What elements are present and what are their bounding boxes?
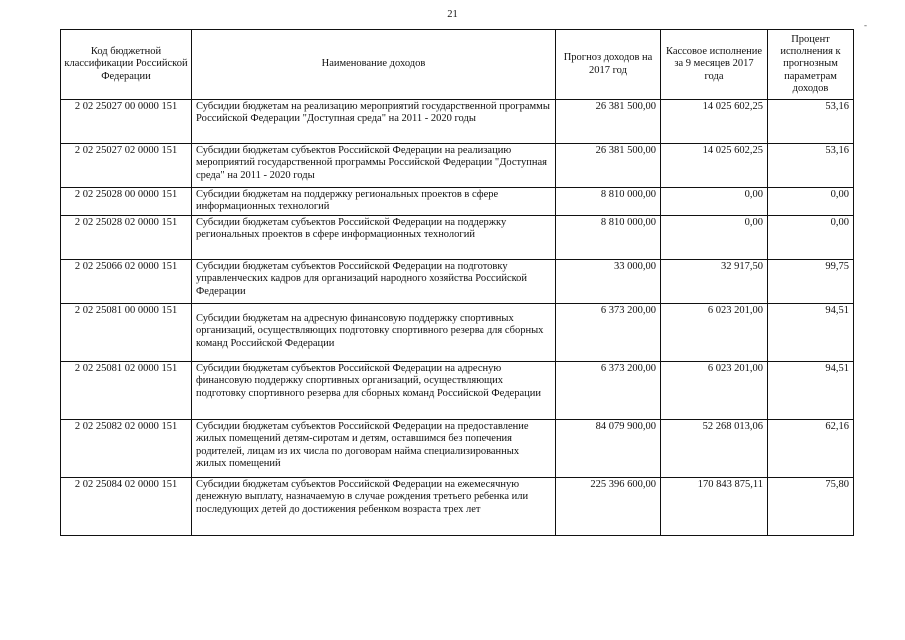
row-percent: 99,75 xyxy=(768,260,854,304)
row-actual: 52 268 013,06 xyxy=(661,420,768,478)
row-plan: 225 396 600,00 xyxy=(556,478,661,536)
row-name: Субсидии бюджетам субъектов Российской Федерации на подготовку управленческих кадров для организаций народного хозяйства Российской Федерации xyxy=(192,260,556,304)
row-name: Субсидии бюджетам субъектов Российской Федерации на реализацию мероприятий государственной программы Российской Федерации "Доступная среда" на 2011 - 2020 годы xyxy=(192,144,556,188)
header-plan: Прогноз доходов на 2017 год xyxy=(556,30,661,100)
row-plan: 26 381 500,00 xyxy=(556,144,661,188)
row-percent: 75,80 xyxy=(768,478,854,536)
row-percent: 53,16 xyxy=(768,144,854,188)
row-plan: 26 381 500,00 xyxy=(556,100,661,144)
revenue-table xyxy=(60,29,854,536)
row-plan: 8 810 000,00 xyxy=(556,216,661,260)
row-name: Субсидии бюджетам субъектов Российской Федерации на ежемесячную денежную выплату, назначаемую в случае рождения третьего ребенка или последующих детей до достижения ребенком возраста трех лет xyxy=(192,478,556,536)
row-code: 2 02 25027 02 0000 151 xyxy=(61,144,192,188)
row-actual: 170 843 875,11 xyxy=(661,478,768,536)
row-actual: 0,00 xyxy=(661,216,768,260)
row-code: 2 02 25028 02 0000 151 xyxy=(61,216,192,260)
row-code: 2 02 25081 00 0000 151 xyxy=(61,304,192,362)
row-plan: 8 810 000,00 xyxy=(556,188,661,216)
table-row xyxy=(61,216,854,260)
row-actual: 32 917,50 xyxy=(661,260,768,304)
row-percent: 0,00 xyxy=(768,188,854,216)
row-actual: 0,00 xyxy=(661,188,768,216)
table-row xyxy=(61,188,854,216)
row-plan: 6 373 200,00 xyxy=(556,304,661,362)
table-row xyxy=(61,304,854,362)
row-plan: 6 373 200,00 xyxy=(556,362,661,420)
table-header-row xyxy=(61,30,854,100)
row-actual: 14 025 602,25 xyxy=(661,144,768,188)
row-name: Субсидии бюджетам на адресную финансовую поддержку спортивных организаций, осуществляющих подготовку спортивного резерва для сборных команд Российской Федерации xyxy=(192,304,556,362)
corner-mark: - xyxy=(864,20,867,30)
row-code: 2 02 25081 02 0000 151 xyxy=(61,362,192,420)
row-actual: 14 025 602,25 xyxy=(661,100,768,144)
row-actual: 6 023 201,00 xyxy=(661,362,768,420)
table-row xyxy=(61,260,854,304)
header-percent: Процент исполнения к прогнозным параметрам доходов xyxy=(768,30,854,100)
row-name: Субсидии бюджетам субъектов Российской Федерации на предоставление жилых помещений детям-сиротам и детям, оставшимся без попечения родителей, лицам из их числа по договорам найма специализированных жилых помещений xyxy=(192,420,556,478)
row-name: Субсидии бюджетам на реализацию мероприятий государственной программы Российской Федерации "Доступная среда" на 2011 - 2020 годы xyxy=(192,100,556,144)
row-percent: 0,00 xyxy=(768,216,854,260)
row-code: 2 02 25066 02 0000 151 xyxy=(61,260,192,304)
row-code: 2 02 25028 00 0000 151 xyxy=(61,188,192,216)
row-plan: 84 079 900,00 xyxy=(556,420,661,478)
row-name: Субсидии бюджетам субъектов Российской Федерации на поддержку региональных проектов в сфере информационных технологий xyxy=(192,216,556,260)
row-code: 2 02 25082 02 0000 151 xyxy=(61,420,192,478)
table-row xyxy=(61,420,854,478)
row-percent: 94,51 xyxy=(768,362,854,420)
row-percent: 94,51 xyxy=(768,304,854,362)
row-name: Субсидии бюджетам субъектов Российской Федерации на адресную финансовую поддержку спортивных организаций, осуществляющих подготовку спортивного резерва для сборных команд Российской Федерации xyxy=(192,362,556,420)
table-row xyxy=(61,362,854,420)
table-row xyxy=(61,478,854,536)
table-row xyxy=(61,144,854,188)
row-code: 2 02 25027 00 0000 151 xyxy=(61,100,192,144)
row-code: 2 02 25084 02 0000 151 xyxy=(61,478,192,536)
table-row xyxy=(61,100,854,144)
header-name: Наименование доходов xyxy=(192,30,556,100)
row-percent: 53,16 xyxy=(768,100,854,144)
row-percent: 62,16 xyxy=(768,420,854,478)
row-actual: 6 023 201,00 xyxy=(661,304,768,362)
row-plan: 33 000,00 xyxy=(556,260,661,304)
page-number: 21 xyxy=(447,9,458,20)
row-name: Субсидии бюджетам на поддержку региональных проектов в сфере информационных технологий xyxy=(192,188,556,216)
header-actual: Кассовое исполнение за 9 месяцев 2017 года xyxy=(661,30,768,100)
header-code: Код бюджетной классификации Российской Федерации xyxy=(61,30,192,100)
